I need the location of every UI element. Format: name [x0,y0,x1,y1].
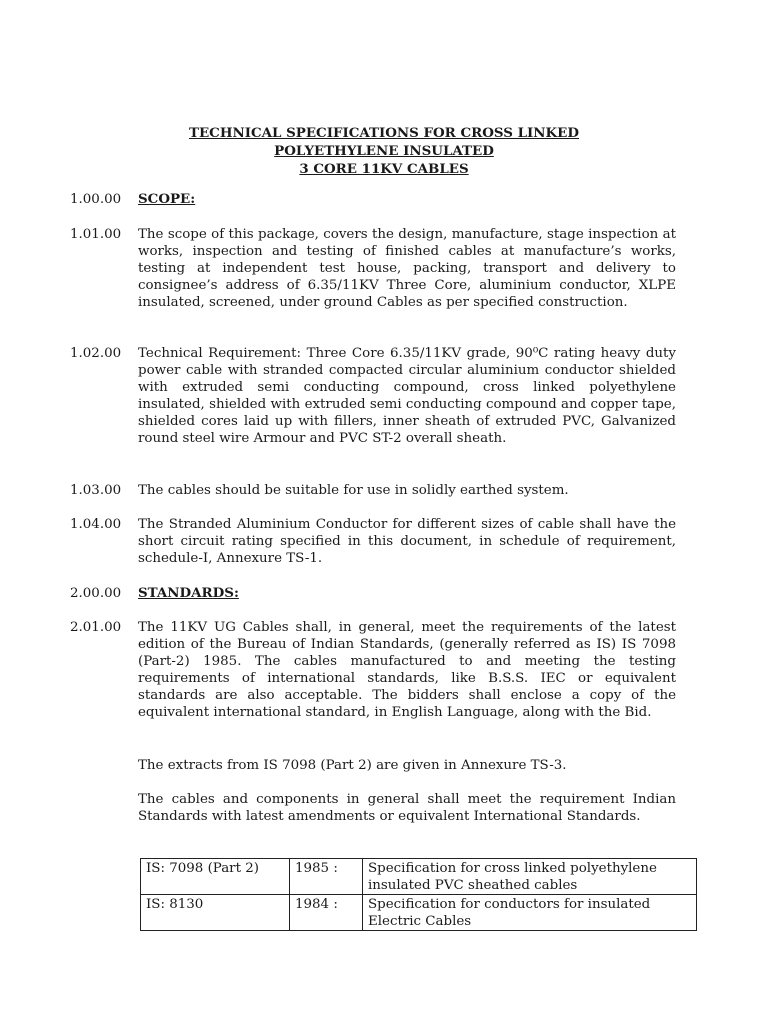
section-paragraph: The cables should be suitable for use in solidly earthed system. [138,483,569,498]
standards-table [140,858,697,931]
section-paragraph: The extracts from IS 7098 (Part 2) are given in Annexure TS-3. [138,758,567,773]
section-1-03 [70,482,676,499]
section-paragraph: The scope of this package, covers the design, manufacture, stage inspection at works, inspection and testing of finished cables at manufacture’s works, testing at independent test house, packing, transport and delivery to consignee’s address of 6.35/11KV Three Core, aluminium conductor, XLPE insulated, screened, under ground Cables as per specified construction. [138,227,676,310]
section-2-01-para-3 [70,791,676,825]
section-1-04 [70,516,676,567]
standard-year: 1985 : [290,859,363,895]
section-number: 1.02.00 [70,346,122,361]
table-row [141,859,697,895]
title-line-2: POLYETHYLENE INSULATED [274,143,494,159]
section-number: 1.03.00 [70,483,122,498]
title-line-1: TECHNICAL SPECIFICATIONS FOR CROSS LINKED [188,125,580,141]
section-number: 1.04.00 [70,517,122,532]
section-1-02 [70,345,676,447]
section-2-01-para-2 [70,757,676,774]
table-row [141,895,697,931]
standard-year: 1984 : [290,895,363,931]
standard-code: IS: 7098 (Part 2) [141,859,290,895]
section-paragraph: The cables and components in general shall meet the requirement Indian Standards with latest amendments or equivalent International Standards. [138,792,676,824]
section-2-01 [70,619,676,721]
section-paragraph: The 11KV UG Cables shall, in general, meet the requirements of the latest edition of the Bureau of Indian Standards, (generally referred as IS) IS 7098 (Part-2) 1985. The cables manufactured to and meeting the testing requirements of international standards, like B.S.S. IEC or equivalent standards are also acceptable. The bidders shall enclose a copy of the equivalent international standard, in English Language, along with the Bid. [138,620,676,720]
section-paragraph: The Stranded Aluminium Conductor for different sizes of cable shall have the short circuit rating specified in this document, in schedule of requirement, schedule-I, Annexure TS-1. [138,517,676,566]
section-number: 2.01.00 [70,620,122,635]
section-number: 1.01.00 [70,227,122,242]
section-1-01 [70,226,676,311]
section-paragraph: Technical Requirement: Three Core 6.35/11KV grade, 90⁰C rating heavy duty power cable with stranded compacted circular aluminium conductor shielded with extruded semi conducting compound, cross linked polyethylene insulated, shielded with extruded semi conducting compound and copper tape, shielded cores laid up with fillers, inner sheath of extruded PVC, Galvanized round steel wire Armour and PVC ST-2 overall sheath. [138,346,676,446]
section-number: 2.00.00 [70,586,122,601]
standard-description: Specification for conductors for insulated Electric Cables [363,895,697,931]
standard-code: IS: 8130 [141,895,290,931]
section-standards-heading [70,585,676,602]
document-title [0,124,768,178]
section-scope-heading [70,191,676,208]
standard-description: Specification for cross linked polyethylene insulated PVC sheathed cables [363,859,697,895]
section-heading: STANDARDS: [138,585,239,601]
section-heading: SCOPE: [138,191,196,207]
section-number: 1.00.00 [70,192,122,207]
title-line-3: 3 CORE 11KV CABLES [299,161,469,177]
